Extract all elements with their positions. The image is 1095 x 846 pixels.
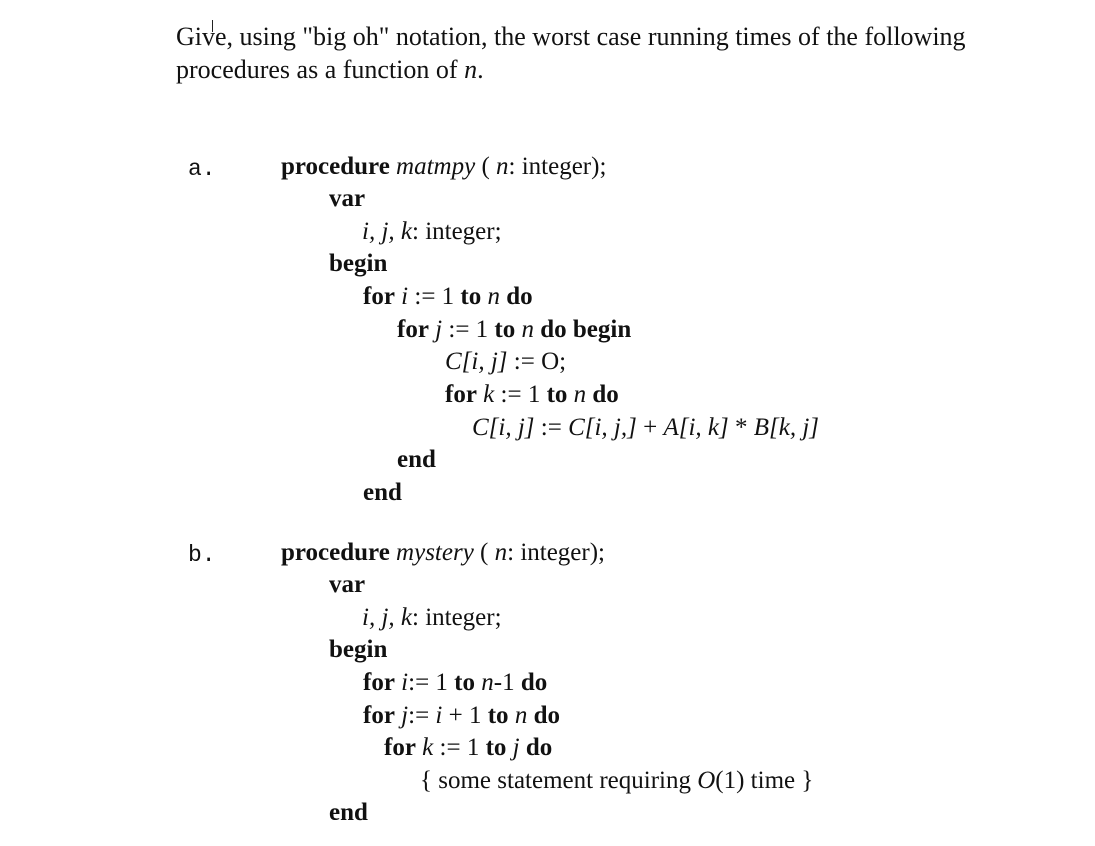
part-a-end-outer: end — [363, 479, 402, 506]
intro-line-1 — [176, 22, 966, 52]
param-n: n — [496, 153, 509, 180]
intro-text-2: procedures as a function of — [176, 55, 465, 84]
part-a-procedure-header: procedure matmpy ( n: integer); — [281, 153, 607, 180]
part-a-declaration: i, j, k: integer; — [362, 218, 502, 245]
decl-vars: i, j, k — [362, 604, 412, 631]
part-b-procedure-header: procedure mystery ( n: integer); — [281, 539, 606, 566]
part-a-label: a. — [188, 156, 216, 182]
part-b-declaration: i, j, k: integer; — [362, 604, 502, 631]
part-b-for-k: for k := 1 to j do — [384, 734, 553, 761]
part-b-label: b. — [188, 542, 216, 568]
part-a-end-inner: end — [397, 446, 436, 473]
decl-vars: i, j, k — [362, 218, 412, 245]
intro-var-n: n — [464, 55, 478, 84]
part-a-loop-body: C[i, j] := C[i, j,] + A[i, k] * B[k, j] — [472, 414, 820, 441]
procedure-keyword: procedure — [281, 153, 390, 180]
intro-text-1: Give, using "big oh" notation, the worst case running times of the following — [176, 22, 966, 51]
part-a-for-i: for i := 1 to n do — [363, 283, 533, 310]
part-b-var-keyword: var — [329, 571, 366, 598]
part-a-assign-c: C[i, j] := O; — [445, 348, 567, 375]
part-a-var-keyword: var — [329, 185, 366, 212]
intro-line-2 — [176, 55, 484, 85]
part-a-begin-keyword: begin — [329, 250, 388, 277]
part-a-for-k: for k := 1 to n do — [445, 381, 619, 408]
part-b-begin-keyword: begin — [329, 636, 388, 663]
procedure-name: mystery — [396, 539, 474, 566]
part-b-for-i: for i:= 1 to n-1 do — [363, 669, 548, 696]
part-b-statement: { some statement requiring O(1) time } — [420, 767, 814, 794]
intro-period: . — [477, 55, 484, 84]
part-b-for-j: for j:= i + 1 to n do — [363, 702, 560, 729]
part-a-for-j: for j := 1 to n do begin — [397, 316, 632, 343]
procedure-name: matmpy — [396, 153, 476, 180]
part-b-end-keyword: end — [329, 799, 368, 826]
procedure-keyword: procedure — [281, 539, 390, 566]
param-n: n — [494, 539, 508, 566]
